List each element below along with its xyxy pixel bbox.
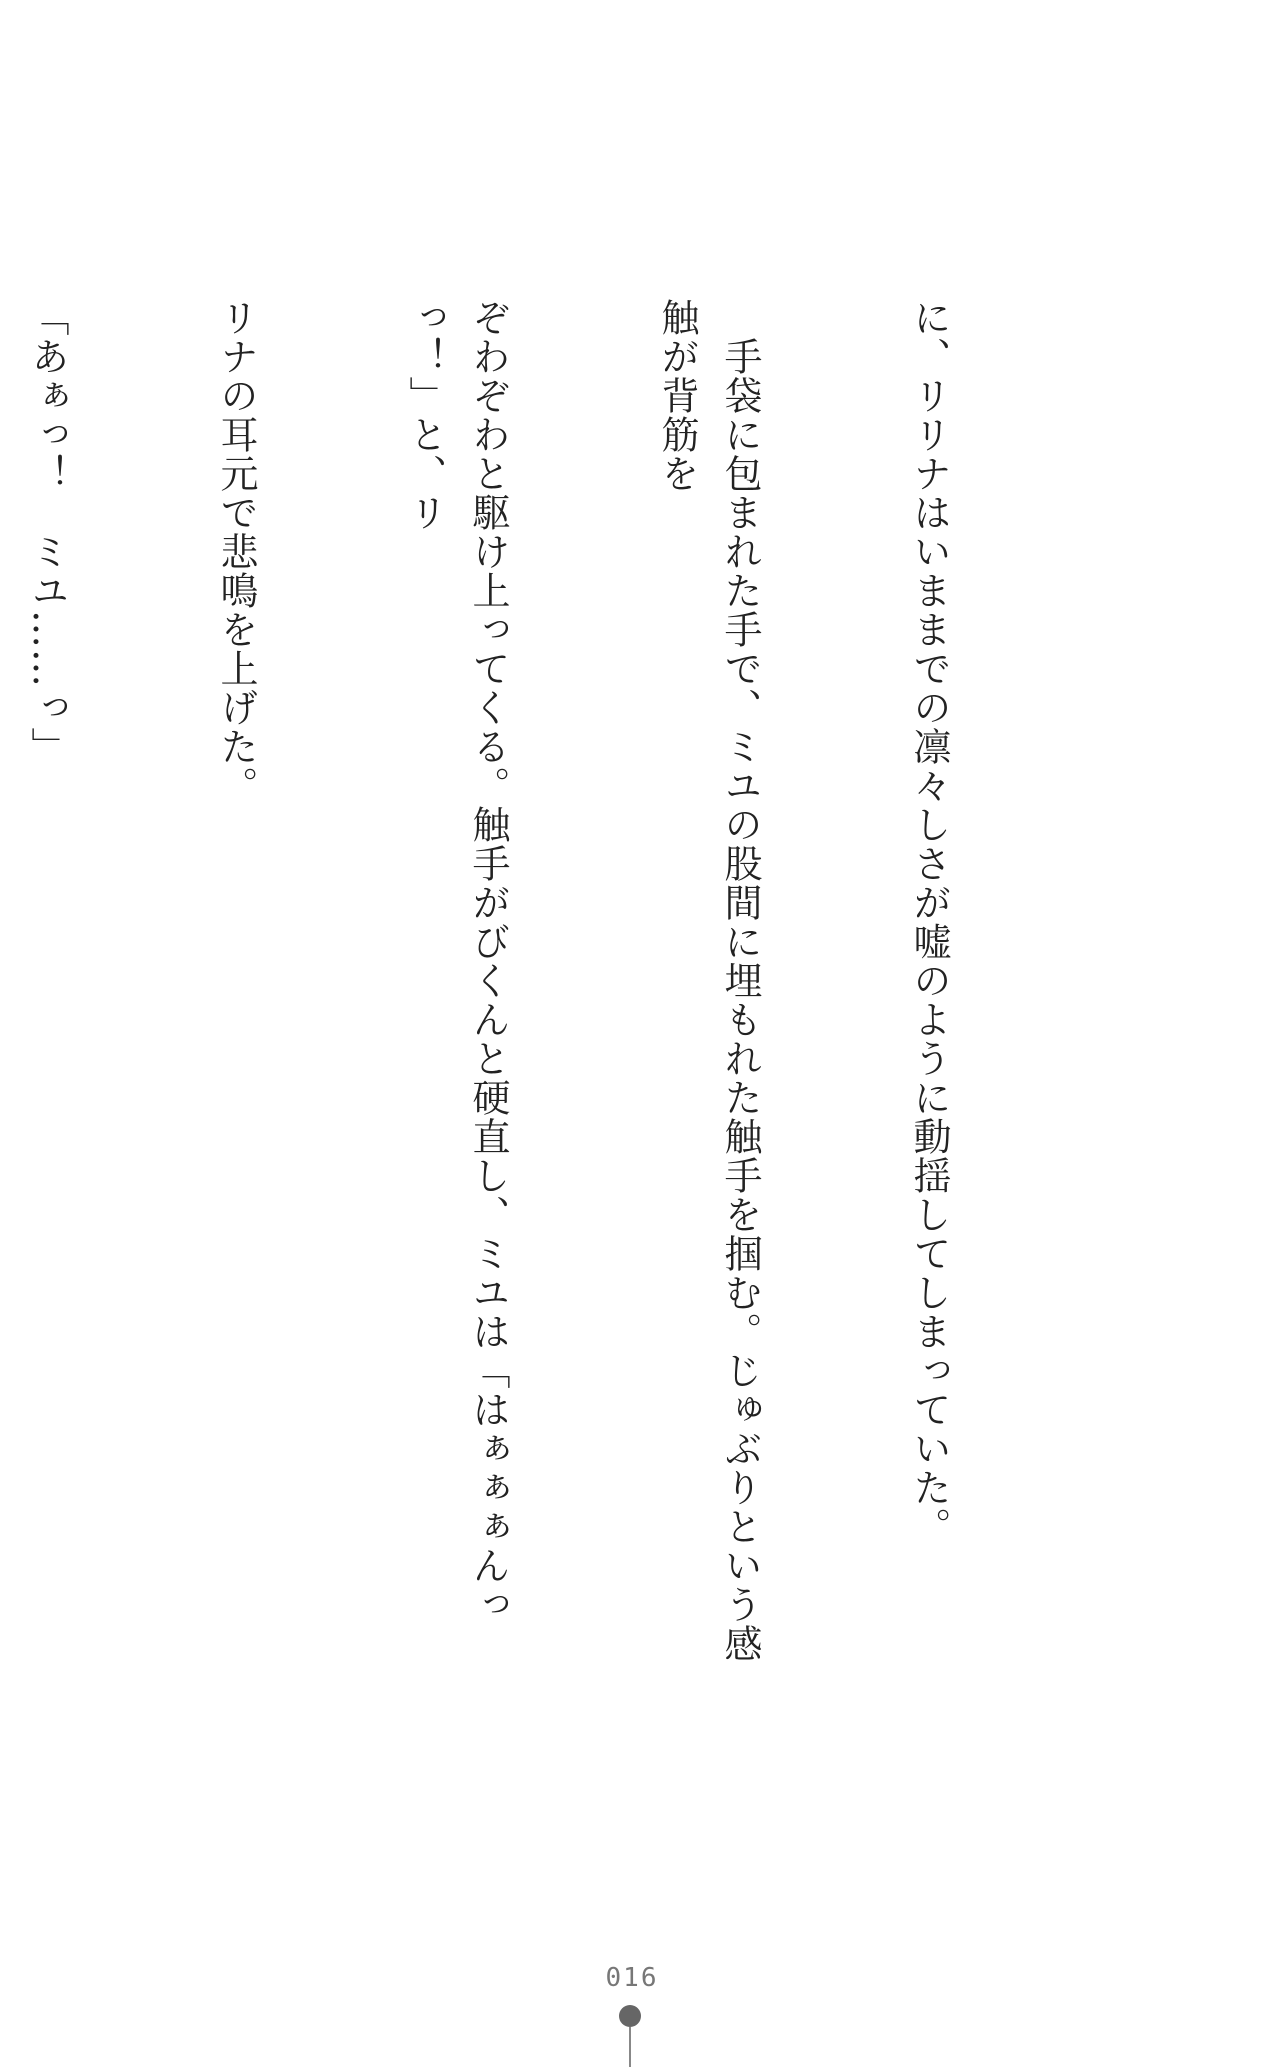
text-line: 手袋に包まれた手で、ミユの股間に埋もれた触手を掴む。じゅぶりという感触が背筋を xyxy=(655,298,762,1663)
text-line: に、リリナはいままでの凛々しさが嘘のように動揺してしまっていた。 xyxy=(907,298,951,1546)
page-number: 016 xyxy=(605,1963,659,1993)
folio-dot xyxy=(619,2005,641,2027)
text-line: 「あぁっ！ ミユ……っ」 xyxy=(25,298,69,766)
folio-line xyxy=(629,2027,631,2067)
text-line: リナの耳元で悲鳴を上げた。 xyxy=(214,298,258,805)
text-line: ぞわぞわと駆け上ってくる。触手がびくんと硬直し、ミユは「はぁぁぁんっっ！」と、リ xyxy=(403,298,510,1624)
body-text xyxy=(0,298,1086,1668)
